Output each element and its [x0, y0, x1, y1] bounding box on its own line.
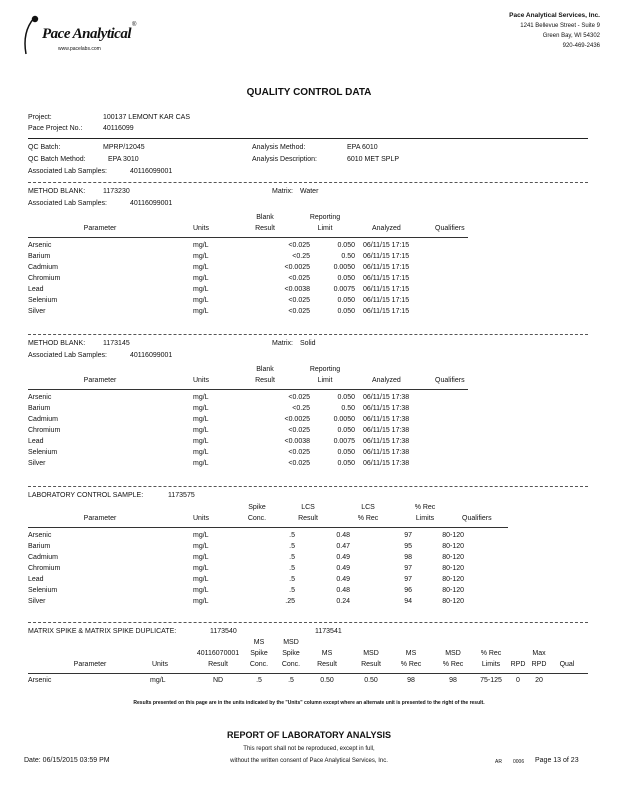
cell-units: mg/L: [193, 416, 209, 423]
table-row: [28, 530, 508, 541]
col-header-max-rpd: RPD: [531, 661, 547, 668]
cell-limit: 0.050: [337, 275, 355, 282]
header-underline: [28, 389, 468, 390]
header-underline: [28, 237, 468, 238]
cell-result: <0.025: [288, 449, 310, 456]
cell-limit: 0.0050: [333, 416, 355, 423]
cell-limit: 0.0075: [333, 438, 355, 445]
divider: [28, 486, 588, 487]
cell-units: mg/L: [193, 543, 209, 550]
cell-analyzed: 06/11/15 17:15: [363, 242, 410, 249]
cell-rec: 96: [404, 587, 412, 594]
page-title: QUALITY CONTROL DATA: [246, 87, 372, 98]
col-header-ms-spike: MS: [253, 639, 265, 646]
cell-result: <0.025: [288, 242, 310, 249]
cell-analyzed: 06/11/15 17:38: [363, 405, 410, 412]
cell-ms-spike: .5: [256, 677, 262, 684]
cell-qualifiers: [464, 574, 508, 585]
table-row: [28, 262, 468, 273]
cell-units: mg/L: [193, 405, 209, 412]
cell-rec: 98: [404, 554, 412, 561]
col-header-reporting: Reporting: [309, 366, 341, 373]
cell-result: <0.0025: [284, 416, 310, 423]
cell-limits: 80-120: [442, 598, 464, 605]
divider: [28, 182, 588, 183]
cell-analyzed: 06/11/15 17:15: [363, 286, 410, 293]
col-header-max: Max: [532, 650, 546, 657]
col-header-lcs: LCS: [301, 504, 315, 511]
col-header-ms-result-2: Result: [317, 661, 337, 668]
col-header-rpd: RPD: [510, 661, 526, 668]
company-address: [509, 10, 600, 51]
cell-analyzed: 06/11/15 17:38: [363, 394, 410, 401]
cell-limits: 80-120: [442, 576, 464, 583]
cell-parameter: Arsenic: [28, 532, 52, 539]
table-row: [28, 585, 508, 596]
cell-msd-result: 0.50: [364, 677, 378, 684]
method-blank-table: [28, 240, 468, 317]
cell-limits: 80-120: [442, 532, 464, 539]
lcs-id: 1173575: [168, 492, 195, 499]
msd-id: 1173541: [315, 628, 342, 635]
logo-name: Pace Analytical: [42, 26, 132, 42]
col-header-result: Result: [255, 377, 275, 384]
cell-limit: 0.0075: [333, 286, 355, 293]
cell-result: <0.0038: [284, 438, 310, 445]
col-header-units: Units: [193, 225, 209, 232]
col-header-qualifiers: Qualifiers: [435, 377, 465, 384]
col-header-result: Result: [255, 225, 275, 232]
col-header-msd-result-2: Result: [361, 661, 381, 668]
qc-batch-method-value: EPA 3010: [108, 156, 139, 163]
associated-samples-value: 40116099001: [130, 200, 173, 207]
col-header-ms-rec: MS: [405, 650, 417, 657]
cell-result: 0.48: [336, 587, 350, 594]
table-row: [28, 273, 468, 284]
pace-project-value: 40116099: [103, 125, 134, 132]
col-header-msd-spike-label: Spike: [282, 650, 300, 657]
cell-rec: 95: [404, 543, 412, 550]
cell-parameter: Lead: [28, 286, 44, 293]
table-row: [28, 425, 468, 436]
project-value: 100137 LEMONT KAR CAS: [103, 114, 191, 121]
cell-qualifiers: [464, 585, 508, 596]
cell-analyzed: 06/11/15 17:38: [363, 449, 410, 456]
associated-samples-label: Associated Lab Samples:: [28, 352, 107, 359]
cell-analyzed: 06/11/15 17:15: [363, 253, 410, 260]
qc-batch-method-label: QC Batch Method:: [28, 156, 86, 163]
method-blank-label: METHOD BLANK:: [28, 340, 86, 347]
cell-units: mg/L: [193, 394, 209, 401]
cell-units: mg/L: [193, 308, 209, 315]
cell-limit: 0.50: [341, 253, 355, 260]
cell-rpd: 0: [516, 677, 520, 684]
cell-limit: 0.050: [337, 297, 355, 304]
cell-result: <0.025: [288, 427, 310, 434]
divider: [28, 622, 588, 623]
cell-result: 0.49: [336, 554, 350, 561]
col-header-units: Units: [152, 661, 168, 668]
cell-parameter: Chromium: [28, 427, 61, 434]
table-row: [28, 306, 468, 317]
cell-result: 0.47: [336, 543, 350, 550]
table-row: [28, 392, 468, 403]
method-blank-table: [28, 392, 468, 469]
table-row: [28, 447, 468, 458]
cell-units: mg/L: [193, 427, 209, 434]
cell-ms-result: 0.50: [320, 677, 334, 684]
col-header-limit: Limit: [317, 225, 333, 232]
cell-msd-rec: 98: [449, 677, 457, 684]
cell-spike: .5: [289, 543, 295, 550]
cell-parameter: Cadmium: [28, 264, 58, 271]
table-row: [28, 458, 468, 469]
cell-parameter: Silver: [28, 308, 46, 315]
col-header-msd-rec: MSD: [445, 650, 461, 657]
cell-limit: 0.0050: [333, 264, 355, 271]
cell-parameter: Silver: [28, 598, 46, 605]
cell-units: mg/L: [193, 449, 209, 456]
col-header-parameter: Parameter: [73, 661, 107, 668]
cell-result: <0.25: [292, 253, 310, 260]
cell-rec: 97: [404, 565, 412, 572]
cell-analyzed: 06/11/15 17:15: [363, 275, 410, 282]
cell-result: <0.025: [288, 275, 310, 282]
cell-parameter: Silver: [28, 460, 46, 467]
col-header-qualifiers: Qualifiers: [435, 225, 465, 232]
ms-id: 1173540: [210, 628, 237, 635]
cell-spike: .5: [289, 532, 295, 539]
col-header-lcs-rec: LCS: [361, 504, 375, 511]
header-underline: [28, 673, 588, 674]
cell-parameter: Barium: [28, 543, 51, 550]
method-blank-id: 1173230: [103, 188, 130, 195]
associated-samples-label: Associated Lab Samples:: [28, 168, 107, 175]
cell-result: <0.025: [288, 460, 310, 467]
col-header-reporting: Reporting: [309, 214, 341, 221]
col-header-msd-result: MSD: [363, 650, 379, 657]
logo-url: www.pacelabs.com: [58, 46, 101, 52]
cell-units: mg/L: [193, 598, 209, 605]
table-row: [28, 240, 468, 251]
table-row: [28, 251, 468, 262]
cell-units: mg/L: [193, 438, 209, 445]
col-header-analyzed: Analyzed: [372, 377, 401, 384]
cell-units: mg/L: [150, 677, 166, 684]
table-row: [28, 284, 468, 295]
analysis-method-label: Analysis Method:: [252, 144, 306, 151]
cell-limit: 0.050: [337, 449, 355, 456]
analysis-description-label: Analysis Description:: [252, 156, 317, 163]
logo-mark: ®: [132, 22, 137, 28]
col-header-sample-result: Result: [208, 661, 228, 668]
col-header-spike: Spike: [248, 504, 266, 511]
col-header-conc: Conc.: [247, 515, 267, 522]
col-header-rec: % Rec: [480, 650, 502, 657]
cell-rec: 94: [404, 598, 412, 605]
lcs-table: [28, 530, 508, 607]
cell-result: <0.25: [292, 405, 310, 412]
footer-line-1: This report shall not be reproduced, except in full,: [243, 746, 375, 752]
cell-result: <0.0038: [284, 286, 310, 293]
cell-result: <0.025: [288, 394, 310, 401]
cell-qualifiers: [464, 552, 508, 563]
header-underline: [28, 527, 508, 528]
cell-limits: 75-125: [480, 677, 502, 684]
cell-units: mg/L: [193, 587, 209, 594]
cell-units: mg/L: [193, 297, 209, 304]
cell-result: 0.48: [336, 532, 350, 539]
report-initials: AR: [495, 759, 502, 765]
cell-limit: 0.050: [337, 427, 355, 434]
cell-spike: .5: [289, 565, 295, 572]
cell-qualifiers: [464, 596, 508, 607]
col-header-parameter: Parameter: [83, 377, 117, 384]
divider: [28, 334, 588, 335]
cell-msd-spike: .5: [288, 677, 294, 684]
table-row: [28, 563, 508, 574]
col-header-result: Result: [298, 515, 318, 522]
company-city: Green Bay, WI 54302: [542, 33, 600, 39]
col-header-parameter: Parameter: [83, 225, 117, 232]
report-code: 0006: [513, 759, 525, 765]
col-header-msd-rec-2: % Rec: [442, 661, 464, 668]
cell-analyzed: 06/11/15 17:15: [363, 297, 410, 304]
page-number: Page 13 of 23: [535, 757, 579, 764]
pace-logo: [14, 14, 144, 62]
cell-spike: .5: [289, 554, 295, 561]
col-header-blank: Blank: [256, 366, 274, 373]
qc-batch-label: QC Batch:: [28, 144, 61, 151]
col-header-rec-pct: % Rec: [357, 515, 379, 522]
cell-units: mg/L: [193, 264, 209, 271]
cell-result: 0.49: [336, 576, 350, 583]
cell-analyzed: 06/11/15 17:15: [363, 264, 410, 271]
cell-limits: 80-120: [442, 587, 464, 594]
lcs-label: LABORATORY CONTROL SAMPLE:: [28, 492, 144, 499]
col-header-ms-rec-2: % Rec: [400, 661, 422, 668]
matrix-value: Water: [300, 188, 319, 195]
associated-samples-value: 40116099001: [130, 352, 173, 359]
table-row: [28, 596, 508, 607]
cell-qualifiers: [464, 530, 508, 541]
cell-parameter: Cadmium: [28, 416, 58, 423]
cell-limits: 80-120: [442, 543, 464, 550]
cell-limit: 0.50: [341, 405, 355, 412]
report-title: REPORT OF LABORATORY ANALYSIS: [226, 730, 392, 740]
cell-units: mg/L: [193, 242, 209, 249]
cell-parameter: Lead: [28, 438, 44, 445]
cell-result: <0.0025: [284, 264, 310, 271]
cell-spike: .25: [285, 598, 295, 605]
table-row: [28, 574, 508, 585]
cell-rec: 97: [404, 576, 412, 583]
cell-units: mg/L: [193, 576, 209, 583]
cell-analyzed: 06/11/15 17:38: [363, 427, 410, 434]
cell-parameter: Selenium: [28, 587, 58, 594]
col-header-rec: % Rec: [414, 504, 436, 511]
cell-parameter: Selenium: [28, 297, 58, 304]
cell-units: mg/L: [193, 275, 209, 282]
col-header-blank: Blank: [256, 214, 274, 221]
cell-units: mg/L: [193, 286, 209, 293]
footer-line-2: without the written consent of Pace Analytical Services, Inc.: [230, 758, 388, 764]
cell-max-rpd: 20: [535, 677, 543, 684]
cell-parameter: Chromium: [28, 275, 61, 282]
cell-parameter: Arsenic: [28, 677, 52, 684]
col-header-limit: Limit: [317, 377, 333, 384]
analysis-method-value: EPA 6010: [347, 144, 378, 151]
cell-result: <0.025: [288, 297, 310, 304]
cell-analyzed: 06/11/15 17:38: [363, 460, 410, 467]
cell-units: mg/L: [193, 460, 209, 467]
company-phone: 920-469-2436: [562, 43, 600, 49]
col-header-ms-conc: Conc.: [249, 661, 269, 668]
col-header-msd-spike: MSD: [283, 639, 299, 646]
cell-analyzed: 06/11/15 17:38: [363, 438, 410, 445]
cell-limit: 0.050: [337, 242, 355, 249]
cell-spike: .5: [289, 587, 295, 594]
cell-result: <0.025: [288, 308, 310, 315]
col-header-limits: Limits: [481, 661, 501, 668]
company-name: Pace Analytical Services, Inc.: [509, 12, 600, 19]
cell-units: mg/L: [193, 565, 209, 572]
company-street: 1241 Bellevue Street - Suite 9: [520, 23, 600, 29]
col-header-limits: Limits: [415, 515, 435, 522]
cell-qualifiers: [464, 541, 508, 552]
cell-result: 0.49: [336, 565, 350, 572]
project-label: Project:: [28, 114, 52, 121]
report-date: Date: 06/15/2015 03:59 PM: [24, 757, 110, 764]
cell-units: mg/L: [193, 253, 209, 260]
cell-limit: 0.050: [337, 460, 355, 467]
divider: [28, 138, 588, 139]
cell-spike: .5: [289, 576, 295, 583]
cell-limit: 0.050: [337, 308, 355, 315]
table-row: [28, 403, 468, 414]
table-row: [28, 436, 468, 447]
associated-samples-label: Associated Lab Samples:: [28, 200, 107, 207]
col-header-parameter: Parameter: [83, 515, 117, 522]
cell-units: mg/L: [193, 554, 209, 561]
matrix-label: Matrix:: [272, 340, 293, 347]
cell-qualifiers: [464, 563, 508, 574]
cell-limits: 80-120: [442, 554, 464, 561]
matrix-label: Matrix:: [272, 188, 293, 195]
table-row: [0, 677, 618, 688]
cell-parameter: Barium: [28, 253, 51, 260]
col-header-analyzed: Analyzed: [372, 225, 401, 232]
qc-batch-value: MPRP/12045: [103, 144, 145, 151]
col-header-msd-conc: Conc.: [281, 661, 301, 668]
col-header-ms-spike-label: Spike: [250, 650, 268, 657]
cell-parameter: Arsenic: [28, 242, 52, 249]
cell-analyzed: 06/11/15 17:38: [363, 416, 410, 423]
pace-project-label: Pace Project No.:: [28, 125, 83, 132]
cell-parameter: Selenium: [28, 449, 58, 456]
cell-sample-result: ND: [212, 677, 224, 684]
col-header-sample-id: 40116070001: [196, 650, 240, 657]
msd-label: MATRIX SPIKE & MATRIX SPIKE DUPLICATE:: [28, 628, 177, 635]
footnote: Results presented on this page are in the units indicated by the "Units" column except where an alternate unit is presented to the right of the result.: [133, 700, 485, 706]
table-row: [28, 541, 508, 552]
cell-parameter: Chromium: [28, 565, 61, 572]
table-row: [28, 414, 468, 425]
cell-limit: 0.050: [337, 394, 355, 401]
analysis-description-value: 6010 MET SPLP: [347, 156, 400, 163]
method-blank-label: METHOD BLANK:: [28, 188, 86, 195]
table-row: [28, 552, 508, 563]
col-header-units: Units: [193, 515, 209, 522]
matrix-value: Solid: [300, 340, 316, 347]
cell-analyzed: 06/11/15 17:15: [363, 308, 410, 315]
cell-ms-rec: 98: [407, 677, 415, 684]
col-header-units: Units: [193, 377, 209, 384]
table-row: [28, 295, 468, 306]
cell-parameter: Lead: [28, 576, 44, 583]
cell-rec: 97: [404, 532, 412, 539]
cell-parameter: Cadmium: [28, 554, 58, 561]
method-blank-id: 1173145: [103, 340, 130, 347]
cell-parameter: Arsenic: [28, 394, 52, 401]
cell-result: 0.24: [336, 598, 350, 605]
col-header-qual: Qual: [559, 661, 575, 668]
associated-samples-value: 40116099001: [130, 168, 173, 175]
cell-limits: 80-120: [442, 565, 464, 572]
cell-parameter: Barium: [28, 405, 51, 412]
col-header-qualifiers: Qualifiers: [462, 515, 492, 522]
cell-units: mg/L: [193, 532, 209, 539]
col-header-ms-result: MS: [321, 650, 333, 657]
